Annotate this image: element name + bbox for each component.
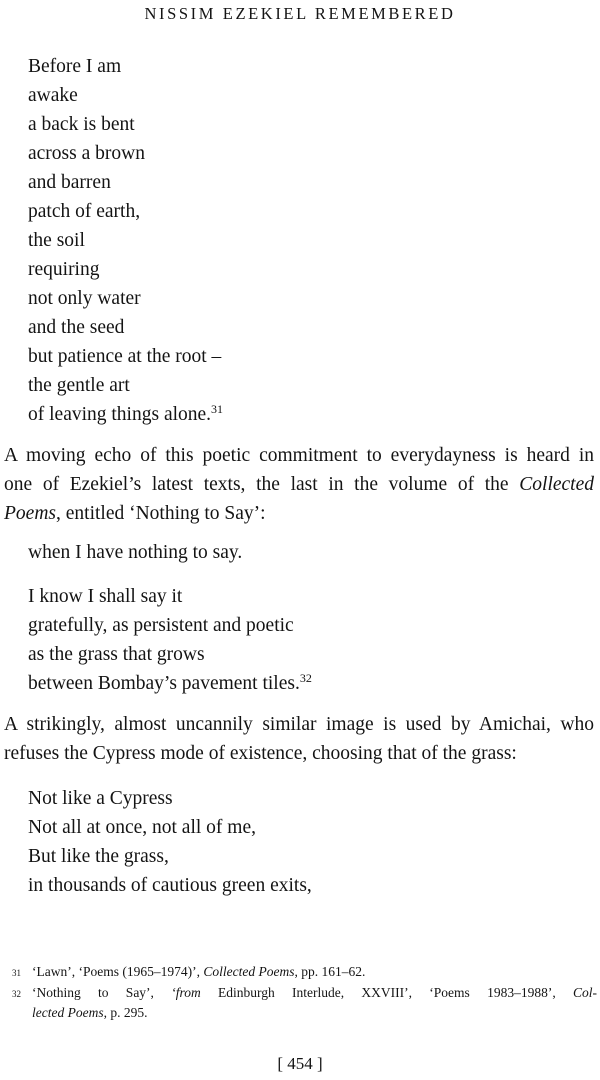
running-head: NISSIM EZEKIEL REMEMBERED [144,4,456,23]
footnote-31 [12,962,597,983]
poem-line-text: between Bombay’s pavement tiles. [28,673,300,694]
poem-line: Before I am [28,56,122,77]
footnote-line [32,983,597,1003]
footnote-text-part: Edinburgh Interlude, XXVIII’, ‘Poems 1983–1988’, [200,985,573,1000]
poem-line: Not like a Cypress [28,788,173,809]
poem-line: as the grass that grows [28,644,205,665]
poem-line-text: of leaving things alone. [28,404,212,425]
poem-line: across a brown [28,143,145,164]
footnote-text-part: , pp. 161–62. [294,964,366,979]
poem-line: requiring [28,259,100,280]
poem-line: awake [28,85,78,106]
footnote-text-part: ‘Lawn’, ‘Poems (1965–1974)’, [32,964,204,979]
poem-excerpt-amichai [28,784,312,900]
paragraph-line: refuses the Cypress mode of existence, choosing that of the grass: [4,743,517,764]
book-title: Col- [572,985,597,1000]
poem-line: not only water [28,288,141,309]
footnotes [12,962,597,1023]
book-title: Collected Poems [203,964,295,979]
body-paragraph-2 [4,710,594,768]
poem-line: gratefully, as persistent and poetic [28,615,294,636]
book-title: lected Poems [32,1005,104,1020]
poem-excerpt-nothing-to-say [28,582,312,698]
poem-line: and barren [28,172,111,193]
poem-line: a back is bent [28,114,135,135]
poem-line [28,669,312,698]
footnote-italic: ‘from [171,985,201,1000]
poem-line: and the seed [28,317,125,338]
footnote-32 [12,983,597,1023]
poem-line: in thousands of cautious green exits, [28,875,312,896]
poem-line: but patience at the root – [28,346,222,367]
poem-line: the gentle art [28,375,130,396]
footnote-number: 31 [12,968,21,978]
paragraph-text: one of Ezekiel’s latest texts, the last in the volume of the [4,474,520,495]
footnote-ref-32: 32 [299,671,312,685]
paragraph-text: , entitled ‘Nothing to Say’: [56,503,266,524]
footnote-text [32,983,597,1023]
footnote-text-part: ‘Nothing to Say’, [32,985,172,1000]
paragraph-line [4,470,594,499]
poem-line: Not all at once, not all of me, [28,817,256,838]
poem-excerpt-lawn [28,52,223,429]
poem-line: But like the grass, [28,846,169,867]
book-title: Collected [519,474,594,495]
paragraph-line: A moving echo of this poetic commitment to everydayness is heard in [4,445,594,466]
paragraph-line: A strikingly, almost uncannily similar image is used by Amichai, who [4,714,594,735]
footnote-text [32,962,597,983]
footnote-number: 32 [12,989,21,999]
quote-line [28,538,242,567]
footnote-line [32,962,597,982]
poem-line: I know I shall say it [28,586,183,607]
paragraph-line [4,499,594,528]
footnote-ref-31: 31 [211,402,224,416]
poem-line: the soil [28,230,85,251]
footnote-text-part: , p. 295. [103,1005,148,1020]
body-paragraph-1 [4,441,594,528]
book-title: Poems [4,503,56,524]
poem-line: patch of earth, [28,201,141,222]
poem-line: when I have nothing to say. [28,542,243,563]
page-number: [ 454 ] [277,1054,323,1073]
poem-line [28,400,223,429]
footnote-line [32,1003,597,1023]
